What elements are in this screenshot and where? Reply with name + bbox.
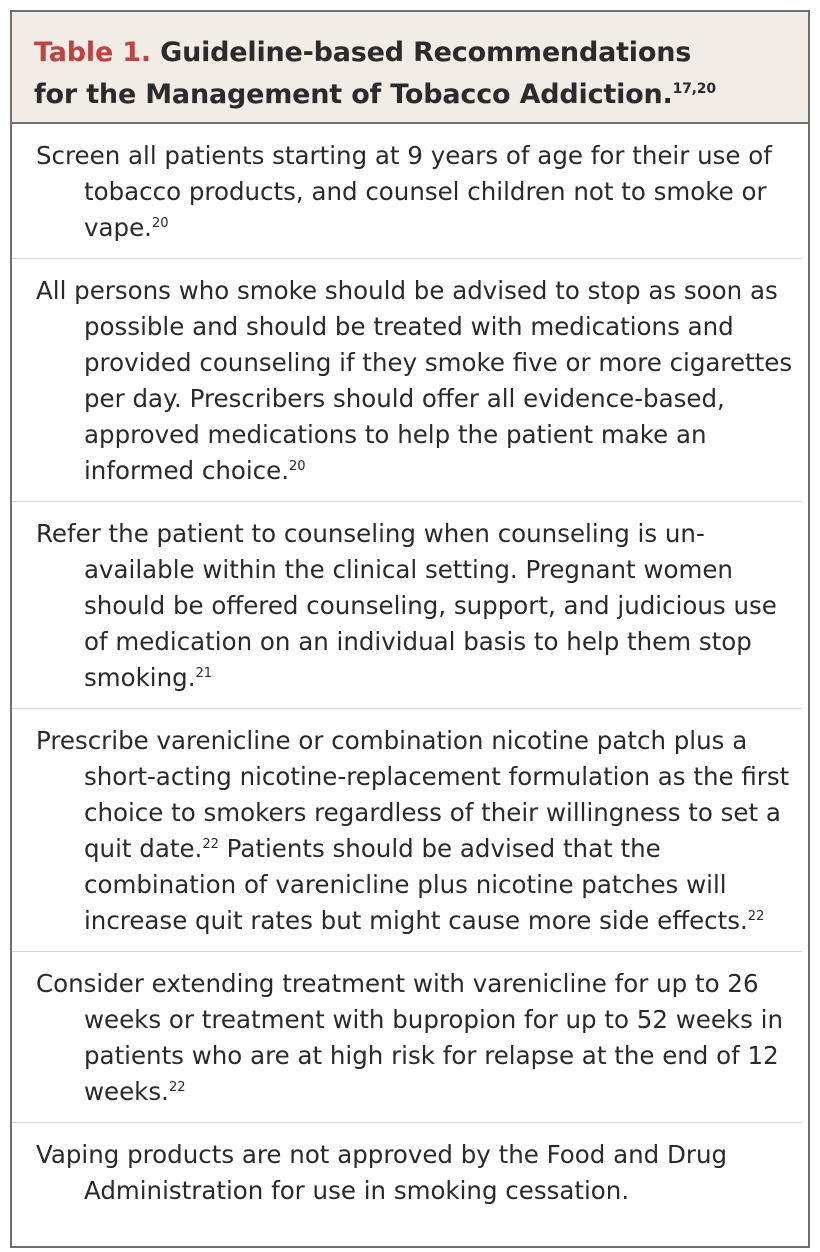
recommendation-varenicline [12, 709, 802, 952]
reference-marker: 22 [168, 1079, 186, 1095]
recommendation-text-continued: Patients should be advised that the combination of varenicline plus nicotine patches will increase quit rates but might cause more side effects. [84, 834, 748, 935]
table-title [34, 32, 786, 116]
table-title-line2: for the Management of Tobacco Addiction. [34, 79, 673, 110]
recommendation-screening [12, 124, 802, 259]
recommendation-list [12, 124, 808, 1221]
table-header [12, 12, 808, 124]
recommendation-extended-treatment [12, 952, 802, 1123]
reference-marker: 22 [202, 836, 219, 852]
table-title-refs: 17,20 [672, 81, 716, 97]
reference-marker: 20 [289, 458, 306, 474]
reference-marker: 21 [195, 665, 213, 681]
recommendations-table [10, 10, 810, 1248]
recommendation-vaping [12, 1123, 802, 1221]
recommendation-counseling [12, 502, 802, 709]
recommendation-text: Screen all patients starting at 9 years of age for their use of tobacco products, and counsel children not to smoke or vape. [36, 141, 772, 242]
recommendation-text: Consider extending treatment with varenicline for up to 26 weeks or treatment with bupropion for up to 52 weeks in patients who are at high risk for relapse at the end of 12 weeks. [36, 969, 784, 1106]
recommendation-text: Vaping products are not approved by the Food and Drug Administration for use in smoking cessation. [36, 1140, 728, 1205]
recommendation-advise-stop [12, 259, 802, 502]
table-title-line1: Guideline-based Recommendations [150, 37, 692, 68]
recommendation-text: Refer the patient to counseling when counseling is unavailable within the clinical setting. Pregnant women should be offered counseling, support, and judicious use of medication on an individual basis to help them stop smoking. [36, 519, 777, 692]
recommendation-text: All persons who smoke should be advised to stop as soon as possible and should be treated with medications and provided counseling if they smoke five or more cigarettes per day. Prescribers should offer all evidence-based, approved medications to help the patient make an informed choice. [36, 276, 793, 485]
table-number: Table 1. [34, 37, 151, 68]
reference-marker: 22 [747, 908, 765, 924]
recommendation-text: Prescribe varenicline or combination nicotine patch plus a short-acting nicotine-replacement formulation as the first choice to smokers regardless of their willingness to set a quit date. [36, 726, 790, 863]
reference-marker: 20 [151, 215, 169, 231]
